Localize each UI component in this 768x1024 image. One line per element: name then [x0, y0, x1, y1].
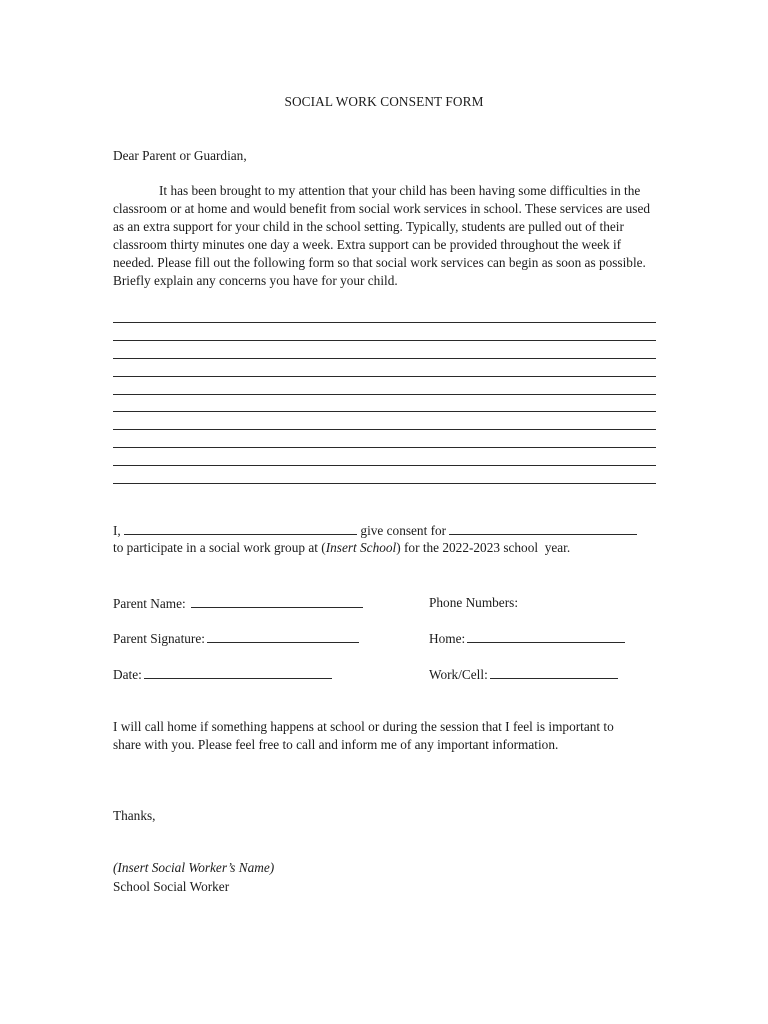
- writing-line[interactable]: [113, 377, 656, 395]
- closing-paragraph: I will call home if something happens at school or during the session that I feel is important to share with you. Please feel free to call and inform me of any important information.: [113, 719, 614, 752]
- consent-line2-end: ) for the 2022-2023 school year.: [396, 540, 571, 555]
- parent-name-blank[interactable]: [191, 595, 363, 608]
- social-worker-role: School Social Worker: [113, 879, 230, 894]
- consent-line2-start: to participate in a social work group at (: [113, 540, 326, 555]
- parent-signature-label: Parent Signature:: [113, 631, 205, 646]
- writing-line[interactable]: [113, 323, 656, 341]
- writing-line[interactable]: [113, 395, 656, 413]
- phone-numbers-heading: [429, 595, 518, 611]
- home-label: Home:: [429, 631, 466, 646]
- work-cell-blank[interactable]: [490, 666, 618, 679]
- writing-line[interactable]: [113, 359, 656, 377]
- guardian-name-blank[interactable]: [124, 522, 357, 535]
- writing-line[interactable]: [113, 430, 656, 448]
- form-title: SOCIAL WORK CONSENT FORM: [284, 94, 484, 109]
- consent-statement-line2: [113, 540, 570, 556]
- intro-paragraph-text: It has been brought to my attention that your child has been having some difficulties in the classroom or at home and would benefit from social work services in school. These services are used as an extra support for your child in the school setting. Typically, students are pulled out of their classroom thirty minutes one day a week. Extra support can be provided throughout the week if needed. Please fill out the following form so that social work services can begin as soon as possible. Briefly explain any concerns you have for your child.: [113, 183, 651, 288]
- thanks-text: Thanks,: [113, 808, 156, 823]
- parent-name-field: [113, 595, 363, 612]
- parent-name-label: Parent Name:: [113, 596, 186, 611]
- home-phone-blank[interactable]: [467, 630, 625, 643]
- date-field: [113, 666, 332, 683]
- social-worker-name-placeholder: (Insert Social Worker’s Name): [113, 860, 275, 875]
- writing-line[interactable]: [113, 412, 656, 430]
- concerns-writing-lines[interactable]: [113, 322, 656, 484]
- phone-numbers-label: Phone Numbers:: [429, 595, 519, 610]
- consent-statement-line1: [113, 522, 637, 539]
- writing-line[interactable]: [113, 448, 656, 466]
- consent-prefix: I,: [113, 523, 121, 538]
- work-cell-field: [429, 666, 618, 683]
- greeting: Dear Parent or Guardian,: [113, 148, 247, 163]
- consent-middle: give consent for: [360, 523, 447, 538]
- child-name-blank[interactable]: [449, 522, 637, 535]
- parent-signature-field: [113, 630, 359, 647]
- home-phone-field: [429, 630, 625, 647]
- school-placeholder: Insert School: [325, 540, 397, 555]
- writing-line[interactable]: [113, 341, 656, 359]
- parent-signature-blank[interactable]: [207, 630, 359, 643]
- writing-line[interactable]: [113, 466, 656, 484]
- intro-paragraph: [113, 182, 658, 290]
- work-cell-label: Work/Cell:: [429, 667, 488, 682]
- date-blank[interactable]: [144, 666, 332, 679]
- date-label: Date:: [113, 667, 142, 682]
